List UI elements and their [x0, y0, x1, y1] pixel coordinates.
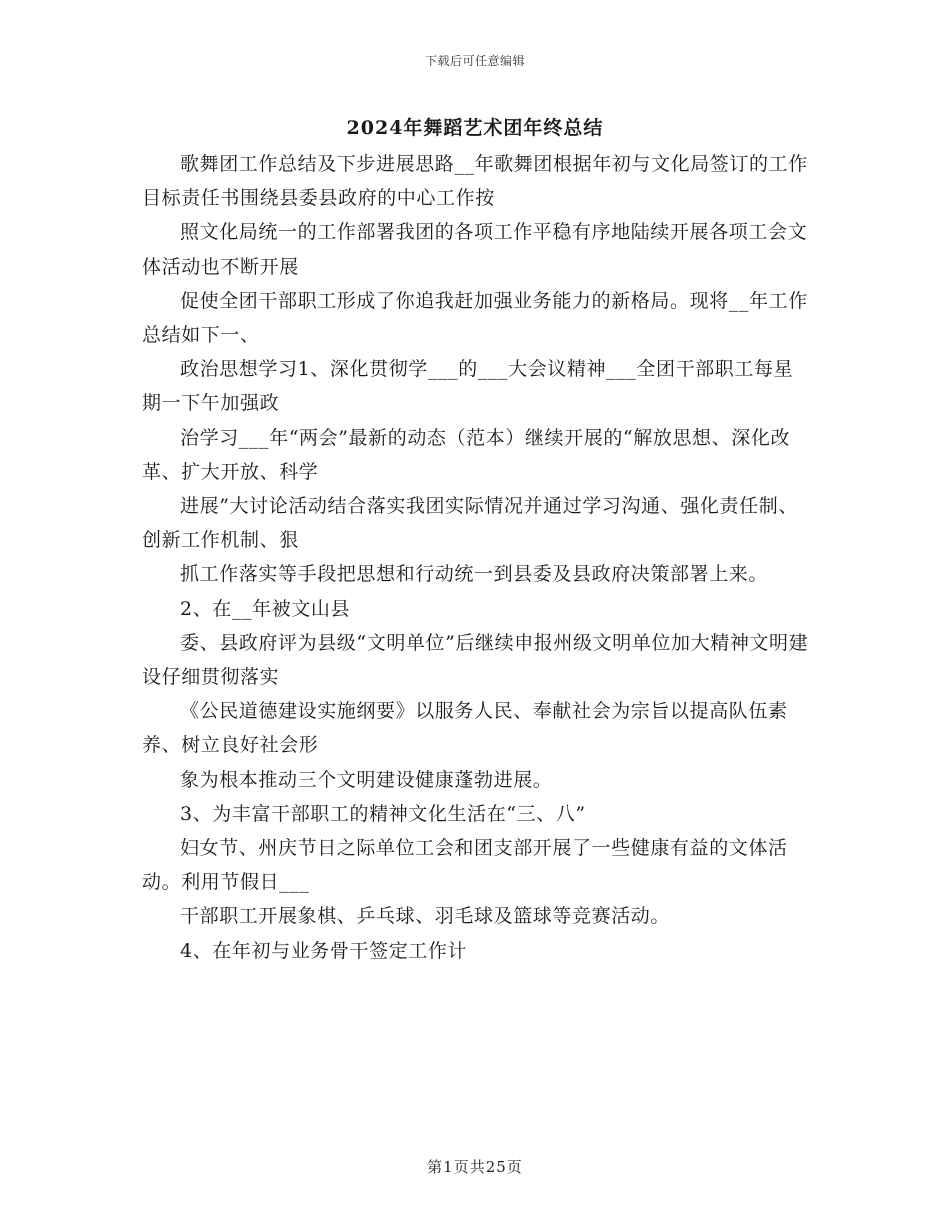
document-title: 2024年舞蹈艺术团年终总结 [346, 117, 604, 139]
paragraph: 歌舞团工作总结及下步进展思路__年歌舞团根据年初与文化局签订的工作目标责任书围绕县委县政府的中心工作按 [142, 153, 808, 210]
paragraph: 委、县政府评为县级“文明单位”后继续申报州级文明单位加大精神文明建设仔细贯彻落实 [142, 631, 809, 689]
paragraph: 促使全团干部职工形成了你追我赶加强业务能力的新格局。现将__年工作总结如下一、 [142, 289, 808, 347]
paragraph: 《公民道德建设实施纲要》以服务人民、奉献社会为宗旨以提高队伍素养、树立良好社会形 [142, 700, 788, 757]
paragraph: 2、在__年被文山县 [180, 597, 351, 620]
paragraph: 4、在年初与业务骨干签定工作计 [180, 939, 468, 962]
paragraph: 治学习___年“两会”最新的动态（范本）继续开展的“解放思想、深化改革、扩大开放、科学 [142, 426, 791, 483]
paragraph: 抓工作落实等手段把思想和行动统一到县委及县政府决策部署上来。 [180, 563, 769, 586]
paragraph: 进展”大讨论活动结合落实我团实际情况并通过学习沟通、强化责任制、创新工作机制、狠 [142, 495, 798, 552]
paragraph: 照文化局统一的工作部署我团的各项工作平稳有序地陆续开展各项工会文体活动也不断开展 [142, 221, 808, 278]
page-number: 第1页共25页 [427, 1158, 523, 1176]
paragraph: 象为根本推动三个文明建设健康蓬勃进展。 [180, 768, 553, 791]
paragraph: 妇女节、州庆节日之际单位工会和团支部开展了一些健康有益的文体活动。利用节假日___ [142, 837, 788, 894]
paragraph: 政治思想学习1、深化贯彻学___的___大会议精神___全团干部职工每星期一下午加强政 [142, 358, 794, 415]
paragraph: 干部职工开展象棋、乒乓球、羽毛球及篮球等竞赛活动。 [180, 905, 671, 928]
paragraph: 3、为丰富干部职工的精神文化生活在“三、八” [180, 802, 586, 825]
download-note: 下载后可任意编辑 [424, 54, 525, 68]
document-body [142, 147, 812, 968]
